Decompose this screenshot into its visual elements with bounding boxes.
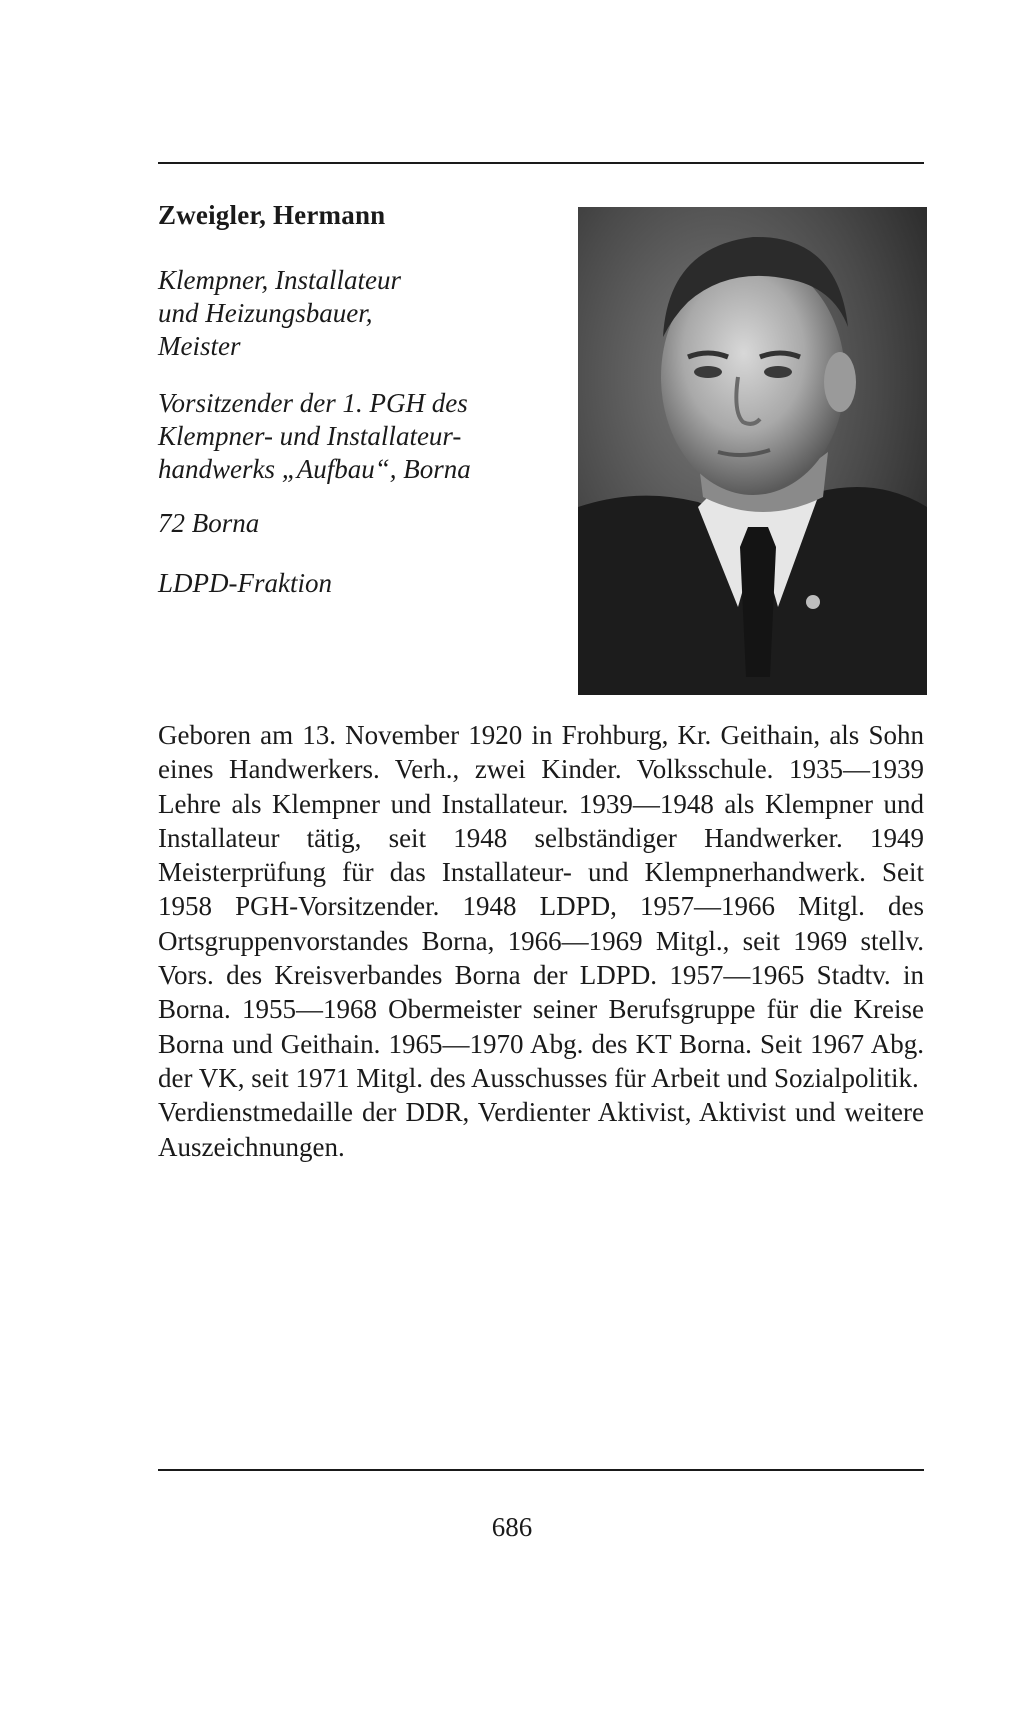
position-line: Klempner- und Installateur- xyxy=(158,421,462,451)
biography-paragraph: Verdienstmedaille der DDR, Verdienter Aktivist, Aktivist und weitere Auszeichnungen. xyxy=(158,1097,924,1162)
page-number: 686 xyxy=(491,1512,533,1542)
position-line: handwerks „Aufbau“, Borna xyxy=(158,454,471,484)
biography-paragraph: Geboren am 13. November 1920 in Frohburg, Kr. Geithain, als Sohn eines Handwerkers. Verh., zwei Kinder. Volksschule. 1935—1939 Lehre als Klempner und Installateur. 1939—1948 als Klempner und Installateur tätig, seit 1948 selbständiger Handwerker. 1949 Meisterprüfung für das Installateur- und Klempnerhandwerk. Seit 1958 PGH-Vorsitzender. 1948 LDPD, 1957—1966 Mitgl. des Ortsgruppenvorstandes Borna, 1966—1969 Mitgl., seit 1969 stellv. Vors. des Kreisverbandes Borna der LDPD. 1957—1965 Stadtv. in Borna. 1955—1968 Obermeister seiner Berufsgruppe für die Kreise Borna und Geithain. 1965—1970 Abg. des KT Borna. Seit 1967 Abg. der VK, seit 1971 Mitgl. des Ausschusses für Arbeit und Sozialpolitik. xyxy=(158,720,924,1093)
constituency: 72 Borna xyxy=(158,508,260,538)
portrait-photo xyxy=(578,207,927,695)
occupation-line: Klempner, Installateur xyxy=(158,265,401,295)
position xyxy=(158,387,578,486)
faction: LDPD-Fraktion xyxy=(158,568,332,598)
occupation xyxy=(158,264,578,363)
bottom-rule xyxy=(158,1469,924,1471)
top-rule xyxy=(158,162,924,164)
biography xyxy=(158,718,924,1164)
occupation-line: und Heizungsbauer, xyxy=(158,298,373,328)
position-line: Vorsitzender der 1. PGH des xyxy=(158,388,468,418)
occupation-line: Meister xyxy=(158,331,241,361)
entry-name: Zweigler, Hermann xyxy=(158,200,386,230)
portrait-illustration xyxy=(578,207,927,695)
